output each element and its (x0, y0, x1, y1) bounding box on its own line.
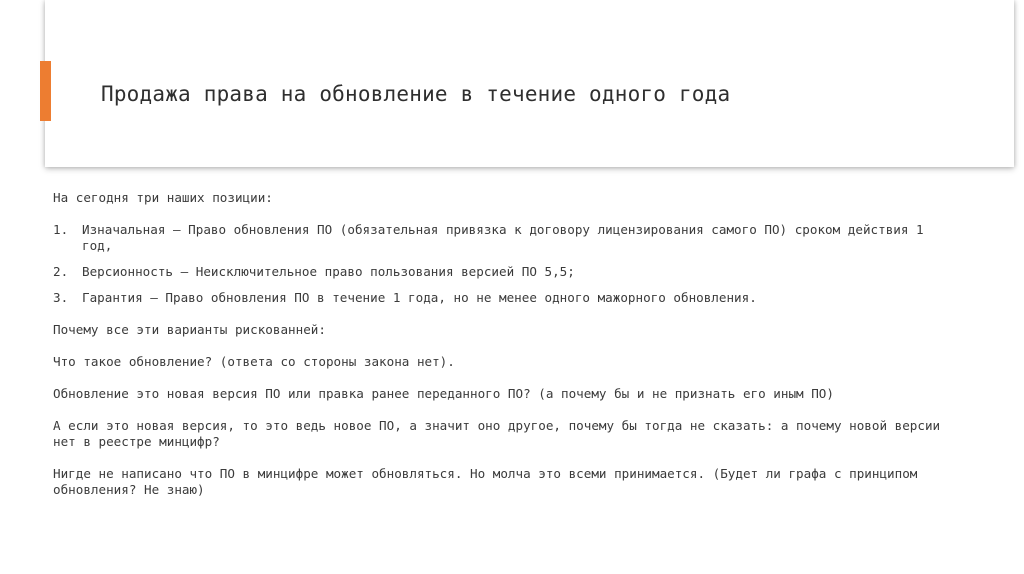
slide-title: Продажа права на обновление в течение одного года (101, 82, 731, 106)
new-version-or-patch-paragraph: Обновление это новая версия ПО или правка ранее переданного ПО? (а почему бы и не признать его иным ПО) (53, 386, 834, 401)
positions-list (53, 222, 953, 306)
list-item-number: 3. (53, 290, 69, 305)
list-item (53, 222, 953, 254)
list-item (53, 264, 953, 280)
risk-question: Почему все эти варианты рискованней: (53, 322, 326, 337)
if-new-version-paragraph: А если это новая версия, то это ведь новое ПО, а значит оно другое, почему бы тогда не сказать: а почему новой версии нет в реестре минцифр? (53, 418, 941, 449)
intro-text: На сегодня три наших позиции: (53, 190, 273, 205)
list-item-text: Версионность – Неисключительное право пользования версией ПО 5,5; (82, 264, 575, 279)
list-item-number: 1. (53, 222, 69, 237)
nowhere-written-paragraph: Нигде не написано что ПО в минцифре может обновляться. Но молча это всеми принимается. (Будет ли графа с принципом обновления? Не знаю) (53, 466, 918, 497)
slide-body (53, 190, 953, 498)
what-is-update-paragraph: Что такое обновление? (ответа со стороны закона нет). (53, 354, 455, 369)
list-item (53, 290, 953, 306)
title-accent-bar (40, 61, 51, 121)
list-item-number: 2. (53, 264, 69, 279)
list-item-text: Изначальная – Право обновления ПО (обязательная привязка к договору лицензирования самого ПО) сроком действия 1 год, (82, 222, 924, 253)
list-item-text: Гарантия – Право обновления ПО в течение 1 года, но не менее одного мажорного обновления. (82, 290, 757, 305)
